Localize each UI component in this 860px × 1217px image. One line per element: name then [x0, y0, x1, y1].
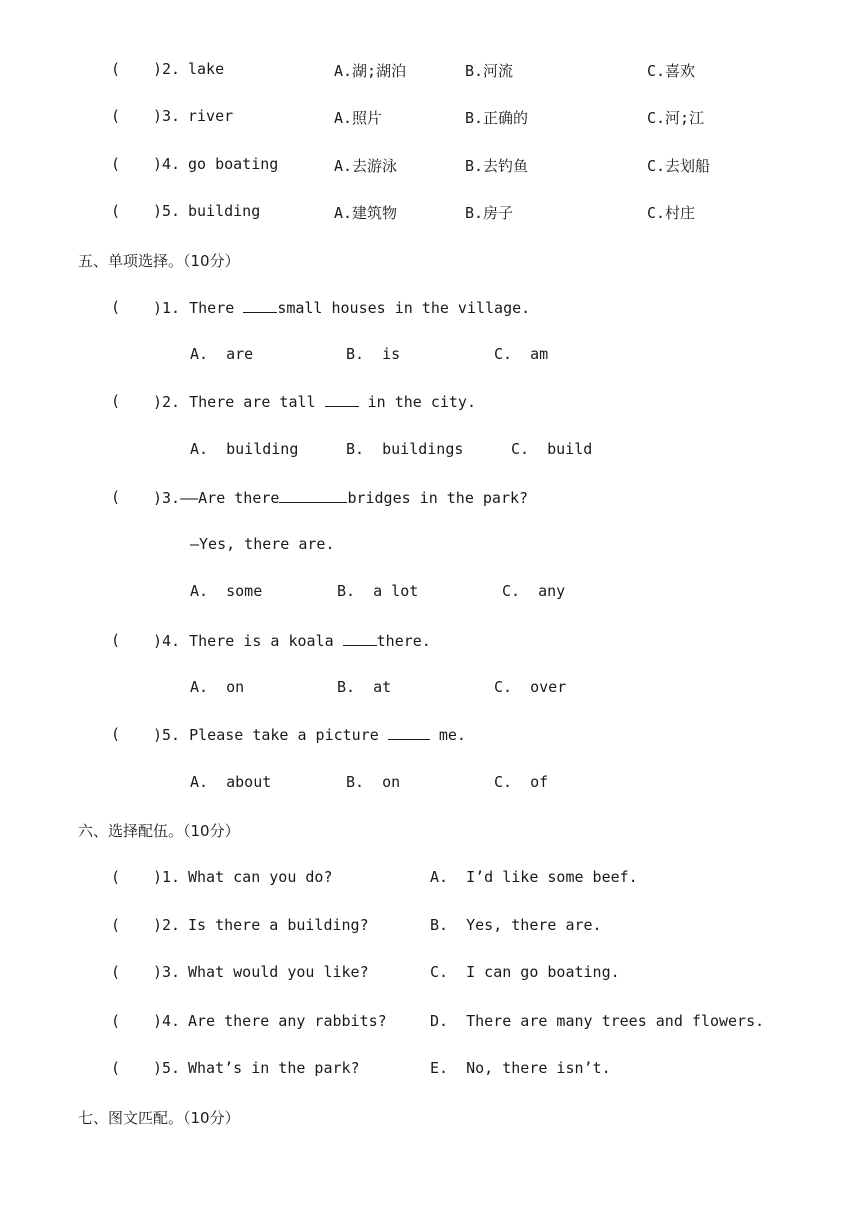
answer-paren: ( [111, 60, 121, 78]
answer-paren: ( [111, 155, 121, 173]
option-a: A.照片 [334, 109, 383, 127]
item-number: )1. [153, 868, 181, 886]
blank [243, 298, 277, 313]
question-pre: There [189, 299, 244, 317]
question-pre: There are tall [189, 393, 325, 411]
answer-paren: ( [111, 392, 121, 410]
answer-paren: ( [111, 1012, 121, 1030]
answer-paren: ( [111, 107, 121, 125]
section5-title: 五、单项选择。（10分） [78, 252, 240, 270]
answer-paren: ( [111, 631, 121, 649]
option-b: B.房子 [465, 204, 514, 222]
question-post: small houses in the village. [277, 299, 531, 317]
option-b: B. at [337, 678, 392, 696]
question-pre: There is a koala [189, 632, 343, 650]
match-question: Is there a building? [188, 916, 369, 934]
option-b: B.去钓鱼 [465, 157, 529, 175]
option-c: C. build [511, 440, 593, 458]
match-question: What can you do? [188, 868, 333, 886]
match-option: B. Yes, there are. [430, 916, 602, 934]
option-a: A. about [190, 773, 272, 791]
question-pre: ——Are there [180, 489, 280, 507]
blank [325, 392, 359, 407]
question-post: bridges in the park? [347, 489, 529, 507]
answer-paren: ( [111, 1059, 121, 1077]
question-number: )1. [153, 299, 181, 317]
option-b: B.河流 [465, 62, 514, 80]
option-a: A. building [190, 440, 299, 458]
question-number: )4. [153, 632, 181, 650]
option-a: A. on [190, 678, 245, 696]
option-a: A. some [190, 582, 263, 600]
answer-paren: ( [111, 868, 121, 886]
question-number: )2. [153, 393, 181, 411]
item-number: )2. [153, 60, 181, 78]
blank [279, 488, 347, 503]
option-c: C. over [494, 678, 567, 696]
question-post: me. [429, 726, 466, 744]
item-number: )5. [153, 202, 181, 220]
answer-paren: ( [111, 202, 121, 220]
question-line [153, 725, 466, 744]
question-line [153, 392, 476, 411]
item-word: go boating [188, 155, 279, 173]
option-c: C.喜欢 [647, 62, 696, 80]
option-c: C. am [494, 345, 549, 363]
match-option: E. No, there isn’t. [430, 1059, 611, 1077]
section6-title: 六、选择配伍。（10分） [78, 822, 240, 840]
match-question: What’s in the park? [188, 1059, 360, 1077]
option-a: A.建筑物 [334, 204, 398, 222]
question-line [153, 631, 431, 650]
option-a: A. are [190, 345, 254, 363]
option-c: C. any [502, 582, 566, 600]
answer-paren: ( [111, 725, 121, 743]
option-c: C. of [494, 773, 549, 791]
blank [343, 631, 377, 646]
question-number: )5. [153, 726, 181, 744]
item-word: lake [188, 60, 225, 78]
item-number: )5. [153, 1059, 181, 1077]
option-b: B. buildings [346, 440, 464, 458]
option-a: A.去游泳 [334, 157, 398, 175]
item-number: )3. [153, 107, 181, 125]
match-option: D. There are many trees and flowers. [430, 1012, 765, 1030]
answer-paren: ( [111, 488, 121, 506]
match-question: What would you like? [188, 963, 369, 981]
question-number: )3. [153, 489, 181, 507]
option-b: B. a lot [337, 582, 419, 600]
item-number: )4. [153, 155, 181, 173]
match-option: C. I can go boating. [430, 963, 620, 981]
item-word: building [188, 202, 261, 220]
option-c: C.村庄 [647, 204, 696, 222]
option-b: B. is [346, 345, 401, 363]
option-a: A.湖;湖泊 [334, 62, 407, 80]
option-b: B.正确的 [465, 109, 529, 127]
option-c: C.河;江 [647, 109, 705, 127]
answer-paren: ( [111, 298, 121, 316]
item-number: )2. [153, 916, 181, 934]
answer-paren: ( [111, 963, 121, 981]
match-option: A. I’d like some beef. [430, 868, 638, 886]
item-number: )4. [153, 1012, 181, 1030]
question-line [153, 298, 530, 317]
question-post: in the city. [358, 393, 476, 411]
match-question: Are there any rabbits? [188, 1012, 387, 1030]
question-pre: Please take a picture [189, 726, 388, 744]
question-post: there. [376, 632, 431, 650]
item-word: river [188, 107, 234, 125]
option-b: B. on [346, 773, 401, 791]
question-line [153, 488, 528, 507]
section7-title: 七、图文匹配。（10分） [78, 1109, 240, 1127]
option-c: C.去划船 [647, 157, 711, 175]
answer-line: —Yes, there are. [190, 535, 335, 553]
item-number: )3. [153, 963, 181, 981]
answer-paren: ( [111, 916, 121, 934]
blank [388, 725, 430, 740]
